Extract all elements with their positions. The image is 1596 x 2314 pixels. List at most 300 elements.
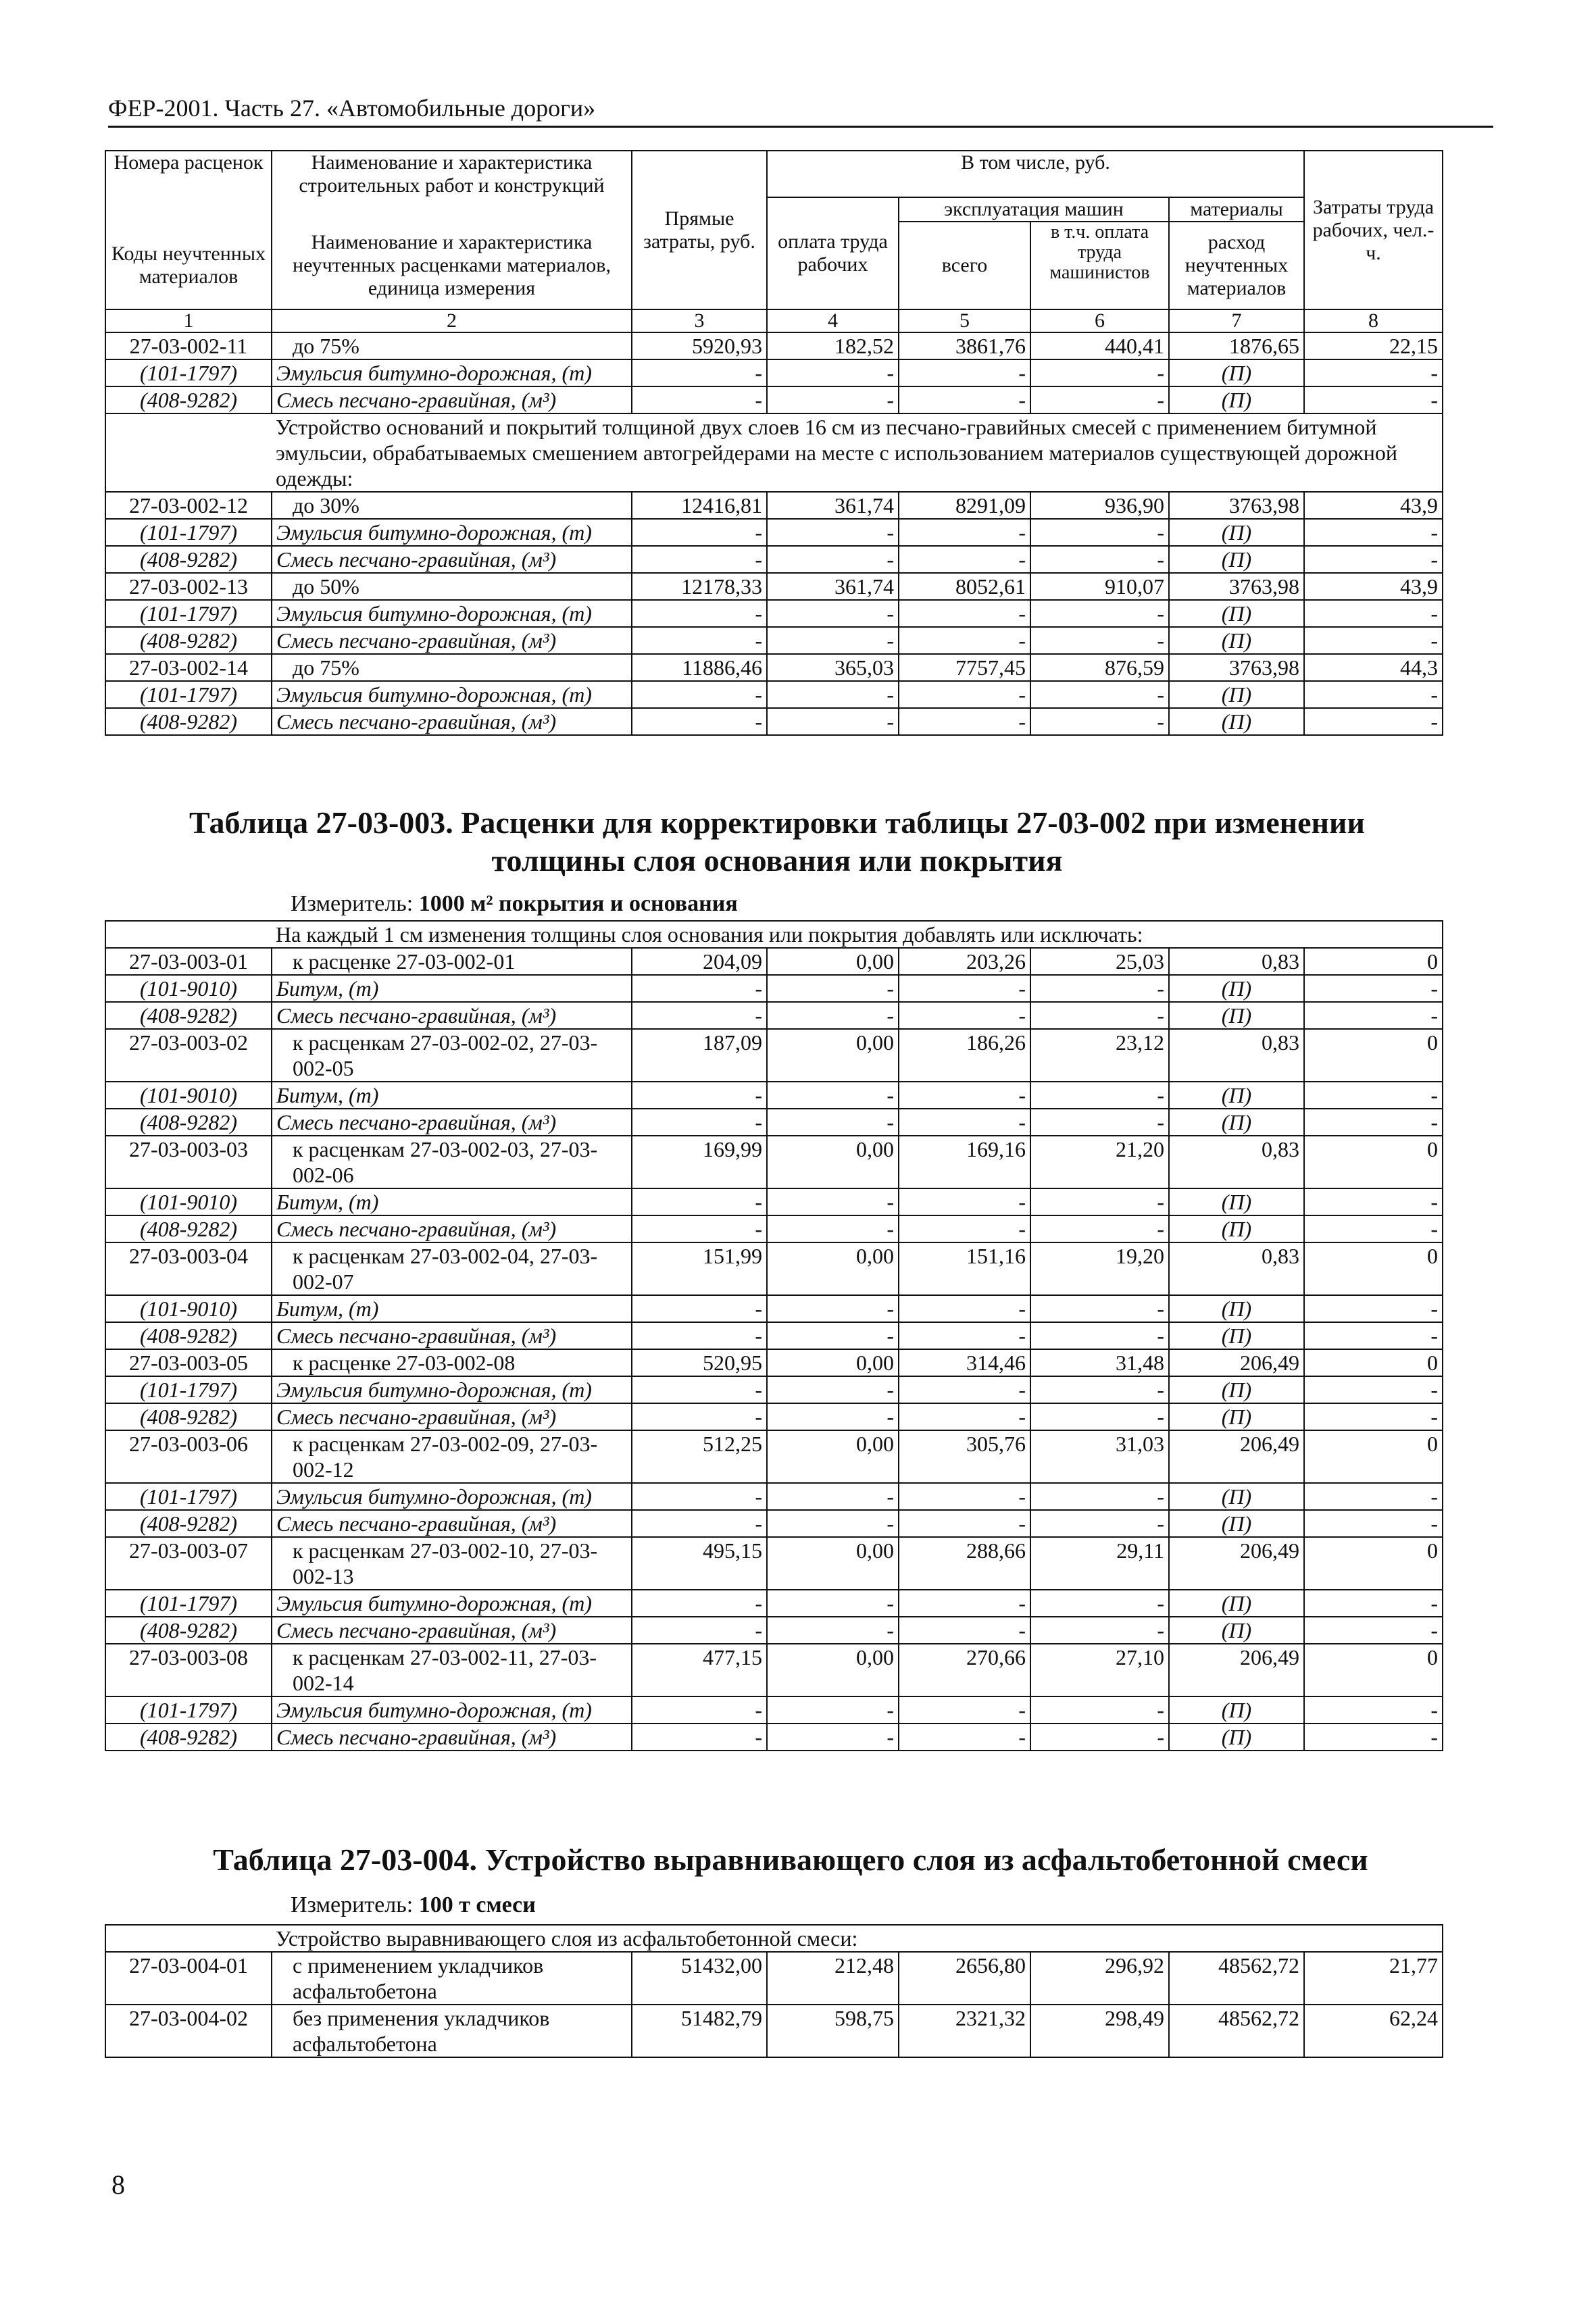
table-27-03-003-measure [291, 890, 738, 917]
dash: - [899, 359, 1030, 386]
material-code: (408-9282) [105, 1510, 272, 1537]
dash: - [1030, 1215, 1169, 1242]
dash: - [632, 600, 767, 627]
worker-pay: 0,00 [767, 1242, 899, 1295]
material-name: Смесь песчано-гравийная, (м³) [272, 1322, 632, 1349]
material-row [105, 681, 1443, 708]
worker-pay: 365,03 [767, 654, 899, 681]
dash: - [632, 1002, 767, 1029]
project-note: (П) [1169, 627, 1304, 654]
col-header-machines: эксплуатация машин [899, 197, 1169, 222]
worker-pay: 182,52 [767, 332, 899, 359]
table-27-03-003 [105, 920, 1443, 1751]
dash: - [632, 1617, 767, 1644]
machine-cost: 305,76 [899, 1430, 1030, 1483]
operator-pay: 936,90 [1030, 492, 1169, 519]
material-name: Смесь песчано-гравийная, (м³) [272, 627, 632, 654]
dash: - [1030, 1617, 1169, 1644]
material-name: Смесь песчано-гравийная, (м³) [272, 1215, 632, 1242]
machine-cost: 288,66 [899, 1537, 1030, 1590]
dash: - [767, 1322, 899, 1349]
project-note: (П) [1169, 1322, 1304, 1349]
machine-cost: 8291,09 [899, 492, 1030, 519]
labor-hours: 0 [1304, 1537, 1443, 1590]
materials-cost: 206,49 [1169, 1537, 1304, 1590]
col-header-material-names: Наименование и характеристика неучтенных расценками материалов, единица измерения [272, 222, 632, 309]
column-number: 2 [272, 309, 632, 332]
material-code: (408-9282) [105, 1724, 272, 1751]
material-row [105, 600, 1443, 627]
material-code: (101-1797) [105, 600, 272, 627]
section-heading: Устройство выравнивающего слоя из асфальтобетонной смеси: [272, 1925, 1443, 1952]
rate-name: к расценкам 27-03-002-02, 27-03-002-05 [272, 1029, 632, 1082]
col-header-work-name: Наименование и характеристика строительных работ и конструкций [272, 151, 632, 197]
material-code: (101-9010) [105, 1295, 272, 1322]
dash: - [632, 627, 767, 654]
col-header-labor-hours: Затраты труда рабочих, чел.-ч. [1304, 151, 1443, 309]
material-name: Смесь песчано-гравийная, (м³) [272, 1109, 632, 1136]
dash: - [1304, 1295, 1443, 1322]
labor-hours: 0 [1304, 1644, 1443, 1696]
section-row [105, 921, 1443, 948]
materials-cost: 0,83 [1169, 1136, 1304, 1188]
project-note: (П) [1169, 681, 1304, 708]
rate-code: 27-03-003-03 [105, 1136, 272, 1188]
project-note: (П) [1169, 1724, 1304, 1751]
dash: - [632, 1109, 767, 1136]
direct-cost: 169,99 [632, 1136, 767, 1188]
dash: - [632, 1483, 767, 1510]
project-note: (П) [1169, 1590, 1304, 1617]
rate-name: к расценкам 27-03-002-04, 27-03-002-07 [272, 1242, 632, 1295]
material-name: Битум, (т) [272, 1082, 632, 1109]
machine-cost: 7757,45 [899, 654, 1030, 681]
dash: - [899, 975, 1030, 1002]
project-note: (П) [1169, 600, 1304, 627]
rate-row [105, 492, 1443, 519]
project-note: (П) [1169, 1510, 1304, 1537]
material-code: (101-1797) [105, 359, 272, 386]
dash: - [1030, 519, 1169, 546]
material-row [105, 1322, 1443, 1349]
labor-hours: 0 [1304, 1430, 1443, 1483]
project-note: (П) [1169, 386, 1304, 413]
direct-cost: 477,15 [632, 1644, 767, 1696]
dash: - [899, 1510, 1030, 1537]
rate-row [105, 1029, 1443, 1082]
labor-hours: 0 [1304, 1242, 1443, 1295]
dash: - [767, 386, 899, 413]
labor-hours: 22,15 [1304, 332, 1443, 359]
material-code: (101-1797) [105, 1483, 272, 1510]
dash: - [632, 1403, 767, 1430]
material-row [105, 1376, 1443, 1403]
worker-pay: 0,00 [767, 1644, 899, 1696]
table-27-03-003-title: Таблица 27-03-003. Расценки для корректировки таблицы 27-03-002 при изменении толщины слоя основания или покрытия [189, 805, 1366, 878]
header-spacer [105, 197, 272, 222]
column-number: 7 [1169, 309, 1304, 332]
material-row [105, 1590, 1443, 1617]
machine-cost: 169,16 [899, 1136, 1030, 1188]
rate-code: 27-03-003-08 [105, 1644, 272, 1696]
dash: - [1304, 359, 1443, 386]
dash: - [899, 600, 1030, 627]
dash: - [1030, 546, 1169, 573]
material-name: Битум, (т) [272, 1188, 632, 1215]
materials-cost: 0,83 [1169, 1029, 1304, 1082]
header-row [105, 151, 1443, 197]
labor-hours: 62,24 [1304, 2005, 1443, 2057]
operator-pay: 440,41 [1030, 332, 1169, 359]
rate-name: без применения укладчиков асфальтобетона [272, 2005, 632, 2057]
direct-cost: 5920,93 [632, 332, 767, 359]
dash: - [767, 1696, 899, 1724]
labor-hours: 43,9 [1304, 492, 1443, 519]
dash: - [767, 519, 899, 546]
operator-pay: 19,20 [1030, 1242, 1169, 1295]
dash: - [899, 1002, 1030, 1029]
dash: - [1030, 386, 1169, 413]
dash: - [1304, 1109, 1443, 1136]
rate-code: 27-03-003-06 [105, 1430, 272, 1483]
operator-pay: 27,10 [1030, 1644, 1169, 1696]
column-number: 1 [105, 309, 272, 332]
dash: - [767, 1295, 899, 1322]
labor-hours: 21,77 [1304, 1952, 1443, 2005]
col-header-material-use: расход неучтенных материалов [1169, 222, 1304, 309]
dash: - [899, 1109, 1030, 1136]
material-row [105, 975, 1443, 1002]
rate-code: 27-03-002-11 [105, 332, 272, 359]
dash: - [899, 627, 1030, 654]
rate-code: 27-03-003-05 [105, 1349, 272, 1376]
dash: - [899, 546, 1030, 573]
rate-code: 27-03-003-07 [105, 1537, 272, 1590]
rate-row [105, 1537, 1443, 1590]
worker-pay: 0,00 [767, 1029, 899, 1082]
rate-code: 27-03-003-04 [105, 1242, 272, 1295]
direct-cost: 520,95 [632, 1349, 767, 1376]
worker-pay: 0,00 [767, 948, 899, 975]
dash: - [1030, 1322, 1169, 1349]
project-note: (П) [1169, 1002, 1304, 1029]
rate-row [105, 948, 1443, 975]
dash: - [632, 1188, 767, 1215]
rate-row [105, 332, 1443, 359]
measure-label: Измеритель: [291, 891, 414, 916]
project-note: (П) [1169, 1483, 1304, 1510]
col-header-direct-costs: Прямые затраты, руб. [632, 151, 767, 309]
dash: - [899, 1322, 1030, 1349]
rate-name: к расценке 27-03-002-01 [272, 948, 632, 975]
material-name: Эмульсия битумно-дорожная, (т) [272, 1376, 632, 1403]
labor-hours: 0 [1304, 1029, 1443, 1082]
dash: - [899, 1295, 1030, 1322]
operator-pay: 296,92 [1030, 1952, 1169, 2005]
direct-cost: 12178,33 [632, 573, 767, 600]
dash: - [1030, 708, 1169, 735]
rate-code: 27-03-002-13 [105, 573, 272, 600]
material-row [105, 546, 1443, 573]
dash: - [767, 1403, 899, 1430]
rate-code: 27-03-002-14 [105, 654, 272, 681]
direct-cost: 495,15 [632, 1537, 767, 1590]
dash: - [1304, 975, 1443, 1002]
header-row [105, 197, 1443, 222]
dash: - [632, 975, 767, 1002]
material-row [105, 1510, 1443, 1537]
rate-row [105, 573, 1443, 600]
rate-name: до 75% [272, 654, 632, 681]
material-code: (101-9010) [105, 975, 272, 1002]
machine-cost: 2321,32 [899, 2005, 1030, 2057]
dash: - [899, 1483, 1030, 1510]
dash: - [767, 1483, 899, 1510]
measure-value: 1000 м² покрытия и основания [418, 891, 738, 916]
dash: - [767, 1215, 899, 1242]
material-row [105, 1403, 1443, 1430]
material-code: (101-1797) [105, 519, 272, 546]
project-note: (П) [1169, 519, 1304, 546]
dash: - [1304, 600, 1443, 627]
worker-pay: 0,00 [767, 1537, 899, 1590]
labor-hours: 44,3 [1304, 654, 1443, 681]
direct-cost: 12416,81 [632, 492, 767, 519]
direct-cost: 151,99 [632, 1242, 767, 1295]
dash: - [1030, 627, 1169, 654]
material-name: Эмульсия битумно-дорожная, (т) [272, 1696, 632, 1724]
project-note: (П) [1169, 1403, 1304, 1430]
dash: - [899, 1590, 1030, 1617]
dash: - [1030, 681, 1169, 708]
direct-cost: 204,09 [632, 948, 767, 975]
dash: - [767, 1376, 899, 1403]
section-spacer [105, 1925, 272, 1952]
section-row [105, 413, 1443, 492]
material-name: Смесь песчано-гравийная, (м³) [272, 1403, 632, 1430]
dash: - [899, 1724, 1030, 1751]
section-heading: На каждый 1 см изменения толщины слоя основания или покрытия добавлять или исключать: [272, 921, 1443, 948]
material-code: (408-9282) [105, 386, 272, 413]
dash: - [1030, 1002, 1169, 1029]
materials-cost: 3763,98 [1169, 654, 1304, 681]
material-row [105, 1617, 1443, 1644]
dash: - [632, 1510, 767, 1537]
material-row [105, 1188, 1443, 1215]
dash: - [1304, 1188, 1443, 1215]
project-note: (П) [1169, 1617, 1304, 1644]
rate-row [105, 1349, 1443, 1376]
rate-name: к расценке 27-03-002-08 [272, 1349, 632, 1376]
dash: - [899, 681, 1030, 708]
material-name: Битум, (т) [272, 975, 632, 1002]
dash: - [767, 975, 899, 1002]
material-code: (408-9282) [105, 1109, 272, 1136]
table-27-03-002 [105, 150, 1443, 736]
dash: - [632, 1696, 767, 1724]
dash: - [1304, 1376, 1443, 1403]
operator-pay: 876,59 [1030, 654, 1169, 681]
dash: - [632, 1590, 767, 1617]
dash: - [1304, 1082, 1443, 1109]
material-row [105, 1109, 1443, 1136]
dash: - [1030, 359, 1169, 386]
col-header-materials: материалы [1169, 197, 1304, 222]
rate-name: до 75% [272, 332, 632, 359]
worker-pay: 598,75 [767, 2005, 899, 2057]
dash: - [767, 1188, 899, 1215]
material-name: Смесь песчано-гравийная, (м³) [272, 1617, 632, 1644]
machine-cost: 270,66 [899, 1644, 1030, 1696]
materials-cost: 206,49 [1169, 1644, 1304, 1696]
rate-row [105, 1952, 1443, 2005]
direct-cost: 11886,46 [632, 654, 767, 681]
direct-cost: 512,25 [632, 1430, 767, 1483]
material-code: (408-9282) [105, 546, 272, 573]
dash: - [767, 708, 899, 735]
dash: - [632, 386, 767, 413]
project-note: (П) [1169, 1082, 1304, 1109]
operator-pay: 298,49 [1030, 2005, 1169, 2057]
material-name: Смесь песчано-гравийная, (м³) [272, 1724, 632, 1751]
operator-pay: 29,11 [1030, 1537, 1169, 1590]
section-heading: Устройство оснований и покрытий толщиной двух слоев 16 см из песчано-гравийных смесей с применением битумной эмульсии, обрабатываемых смешением автогрейдерами на месте с использованием материалов существующей дорожной одежды: [272, 413, 1443, 492]
machine-cost: 203,26 [899, 948, 1030, 975]
project-note: (П) [1169, 1376, 1304, 1403]
dash: - [899, 519, 1030, 546]
dash: - [632, 1082, 767, 1109]
dash: - [632, 681, 767, 708]
dash: - [767, 627, 899, 654]
material-row [105, 1215, 1443, 1242]
dash: - [767, 1109, 899, 1136]
dash: - [1030, 1109, 1169, 1136]
dash: - [1030, 1510, 1169, 1537]
dash: - [1304, 1510, 1443, 1537]
material-row [105, 708, 1443, 735]
material-name: Смесь песчано-гравийная, (м³) [272, 546, 632, 573]
operator-pay: 25,03 [1030, 948, 1169, 975]
dash: - [1304, 627, 1443, 654]
dash: - [767, 1510, 899, 1537]
column-number: 8 [1304, 309, 1443, 332]
direct-cost: 51432,00 [632, 1952, 767, 2005]
material-name: Смесь песчано-гравийная, (м³) [272, 1002, 632, 1029]
machine-cost: 2656,80 [899, 1952, 1030, 2005]
material-name: Эмульсия битумно-дорожная, (т) [272, 1483, 632, 1510]
dash: - [767, 1617, 899, 1644]
dash: - [899, 708, 1030, 735]
project-note: (П) [1169, 1215, 1304, 1242]
rate-code: 27-03-004-02 [105, 2005, 272, 2057]
materials-cost: 1876,65 [1169, 332, 1304, 359]
material-row [105, 519, 1443, 546]
material-name: Эмульсия битумно-дорожная, (т) [272, 600, 632, 627]
dash: - [1304, 1215, 1443, 1242]
machine-cost: 151,16 [899, 1242, 1030, 1295]
dash: - [767, 681, 899, 708]
rate-name: с применением укладчиков асфальтобетона [272, 1952, 632, 2005]
material-code: (408-9282) [105, 708, 272, 735]
rate-row [105, 1242, 1443, 1295]
dash: - [632, 1322, 767, 1349]
dash: - [899, 1082, 1030, 1109]
rate-row [105, 1136, 1443, 1188]
project-note: (П) [1169, 1295, 1304, 1322]
worker-pay: 0,00 [767, 1349, 899, 1376]
rate-name: к расценкам 27-03-002-11, 27-03-002-14 [272, 1644, 632, 1696]
dash: - [632, 359, 767, 386]
material-row [105, 1082, 1443, 1109]
section-row [105, 1925, 1443, 1952]
material-row [105, 386, 1443, 413]
dash: - [1304, 1696, 1443, 1724]
project-note: (П) [1169, 1696, 1304, 1724]
col-header-material-codes: Коды неучтенных материалов [105, 222, 272, 309]
dash: - [632, 1376, 767, 1403]
material-code: (408-9282) [105, 1322, 272, 1349]
section-spacer [105, 921, 272, 948]
worker-pay: 212,48 [767, 1952, 899, 2005]
table-27-03-004-title: Таблица 27-03-004. Устройство выравнивающего слоя из асфальтобетонной смеси [213, 1842, 1368, 1877]
dash: - [1030, 1696, 1169, 1724]
material-code: (101-1797) [105, 1590, 272, 1617]
dash: - [1030, 1376, 1169, 1403]
rate-code: 27-03-003-01 [105, 948, 272, 975]
material-row [105, 1724, 1443, 1751]
dash: - [1304, 1403, 1443, 1430]
dash: - [899, 1376, 1030, 1403]
dash: - [1030, 1295, 1169, 1322]
column-number: 5 [899, 309, 1030, 332]
project-note: (П) [1169, 708, 1304, 735]
dash: - [632, 1295, 767, 1322]
dash: - [767, 1590, 899, 1617]
dash: - [1030, 1724, 1169, 1751]
col-header-worker-pay: оплата труда рабочих [767, 197, 899, 309]
dash: - [632, 708, 767, 735]
rate-row [105, 2005, 1443, 2057]
material-name: Эмульсия битумно-дорожная, (т) [272, 1590, 632, 1617]
machine-cost: 186,26 [899, 1029, 1030, 1082]
materials-cost: 0,83 [1169, 1242, 1304, 1295]
material-code: (408-9282) [105, 1215, 272, 1242]
dash: - [767, 359, 899, 386]
dash: - [767, 1002, 899, 1029]
dash: - [1304, 1483, 1443, 1510]
dash: - [899, 1188, 1030, 1215]
section-spacer [105, 413, 272, 492]
direct-cost: 187,09 [632, 1029, 767, 1082]
dash: - [1030, 1483, 1169, 1510]
materials-cost: 3763,98 [1169, 573, 1304, 600]
dash: - [899, 386, 1030, 413]
operator-pay: 21,20 [1030, 1136, 1169, 1188]
rate-name: до 50% [272, 573, 632, 600]
material-name: Эмульсия битумно-дорожная, (т) [272, 359, 632, 386]
table-27-03-004 [105, 1924, 1443, 2058]
dash: - [1304, 681, 1443, 708]
dash: - [1304, 386, 1443, 413]
rate-name: к расценкам 27-03-002-09, 27-03-002-12 [272, 1430, 632, 1483]
dash: - [767, 546, 899, 573]
material-row [105, 1483, 1443, 1510]
project-note: (П) [1169, 546, 1304, 573]
dash: - [1030, 975, 1169, 1002]
material-code: (408-9282) [105, 627, 272, 654]
dash: - [1304, 1002, 1443, 1029]
rate-row [105, 1430, 1443, 1483]
